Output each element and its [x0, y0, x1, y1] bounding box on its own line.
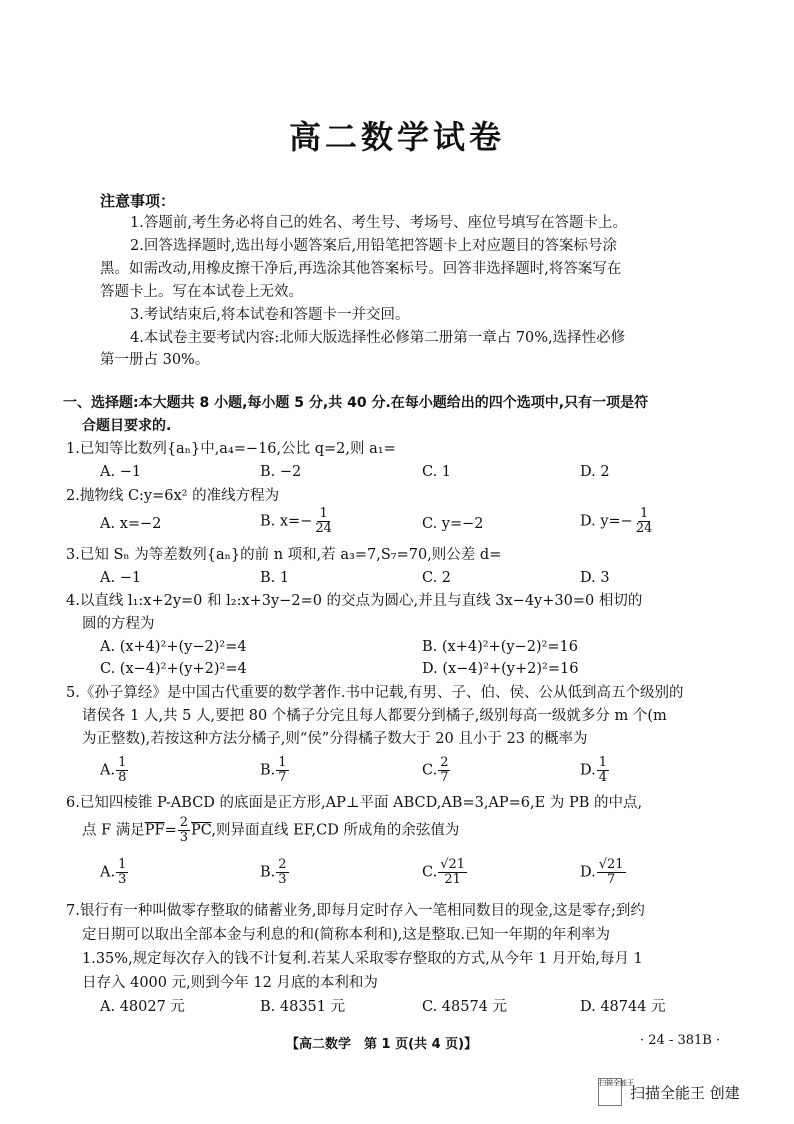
fraction: $\frac{1}{24}$: [635, 506, 653, 536]
fraction: $\frac{√21}{21}$: [440, 857, 466, 887]
option-b: B. x=− $\frac{1}{24}$: [260, 506, 332, 536]
question-stem: 4.以直线 l₁:x+2y=0 和 l₂:x+3y−2=0 的交点为圆心,并且与直线 3x−4y+30=0 相切的: [66, 593, 643, 609]
notice-line: 4.本试卷主要考试内容:北师大版选择性必修第二册第一章占 70%,选择性必修: [130, 330, 626, 346]
fraction: $\frac{1}{24}$: [315, 506, 332, 536]
option-b: B. $\frac{1}{7}$: [260, 755, 287, 785]
option-b: B. −2: [260, 464, 302, 480]
section-heading: 一、选择题:本大题共 8 小题,每小题 5 分,共 40 分.在每小题给出的四个选项中,只有一项是符: [63, 395, 649, 411]
page-code: · 24 - 381B ·: [640, 1033, 721, 1048]
notice-line: 3.考试结束后,将本试卷和答题卡一并交回。: [130, 307, 410, 323]
option-c: C. 2: [422, 570, 452, 586]
option-a: A. (x+4)²+(y−2)²=4: [100, 639, 247, 655]
notice-line: 黑。如需改动,用橡皮擦干净后,再选涂其他答案标号。回答非选择题时,将答案写在: [100, 261, 622, 277]
scanner-logo: 扫描全能王: [598, 1078, 622, 1106]
option-b: B. $\frac{2}{3}$: [260, 857, 287, 887]
option-a: A. x=−2: [100, 516, 162, 532]
option-c: C. 1: [422, 464, 452, 480]
page-title: 高二数学试卷: [288, 118, 505, 156]
option-d: D. $\frac{1}{4}$: [580, 755, 607, 785]
option-a: A. $\frac{1}{3}$: [100, 857, 127, 887]
option-a: A. $\frac{1}{8}$: [100, 755, 127, 785]
question-stem: 定日期可以取出全部本金与利息的和(简称本利和),这是整取.已知一年期的年利率为: [82, 927, 611, 943]
option-a: A. 48027 元: [100, 999, 185, 1015]
option-d: D. y=− $\frac{1}{24}$: [580, 506, 653, 536]
option-d: D. 3: [580, 570, 610, 586]
question-stem: 诸侯各 1 人,共 5 人,要把 80 个橘子分完且每人都要分到橘子,级别每高一级就多分 m 个(m: [82, 708, 667, 724]
option-c: C. (x−4)²+(y+2)²=4: [100, 661, 247, 677]
fraction: $\frac{2}{3}$: [179, 815, 189, 845]
question-stem: 点 F 满足$\overline{PF}=$ $\frac{2}{3}$ $\overline{PC}$,则异面直线 EF,CD 所成角的余弦值为: [82, 815, 460, 845]
page-footer: 【高二数学 第 1 页(共 4 页)】: [286, 1037, 478, 1052]
fraction: $\frac{1}{4}$: [598, 755, 607, 785]
question-stem: 1.已知等比数列{aₙ}中,a₄=−16,公比 q=2,则 a₁=: [66, 441, 396, 457]
option-d: D. $\frac{√21}{7}$: [580, 857, 624, 887]
option-c: C. 48574 元: [422, 999, 508, 1015]
fraction: $\frac{1}{8}$: [118, 755, 127, 785]
question-stem: 5.《孙子算经》是中国古代重要的数学著作.书中记载,有男、子、伯、侯、公从低到高五个级别的: [66, 685, 684, 701]
option-d: D. 2: [580, 464, 610, 480]
option-a: A. −1: [100, 570, 142, 586]
notice-line: 2.回答选择题时,选出每小题答案后,用铅笔把答题卡上对应题目的答案标号涂: [130, 238, 618, 254]
option-b: B. (x+4)²+(y−2)²=16: [422, 639, 578, 655]
question-stem: 6.已知四棱锥 P-ABCD 的底面是正方形,AP⊥平面 ABCD,AB=3,AP=6,E 为 PB 的中点,: [66, 795, 643, 811]
fraction: $\frac{2}{3}$: [278, 857, 287, 887]
question-stem: 为正整数),若按这种方法分橘子,则“侯”分得橘子数大于 20 且小于 23 的概率为: [82, 731, 588, 747]
section-heading: 合题目要求的.: [82, 418, 172, 434]
question-stem: 7.银行有一种叫做零存整取的储蓄业务,即每月定时存入一笔相同数目的现金,这是零存;到约: [66, 903, 645, 919]
option-a: A. −1: [100, 464, 142, 480]
question-stem: 日存入 4000 元,则到今年 12 月底的本利和为: [82, 975, 378, 991]
question-stem: 3.已知 Sₙ 为等差数列{aₙ}的前 n 项和,若 a₃=7,S₇=70,则公差 d=: [66, 547, 502, 563]
notice-line: 答题卡上。写在本试卷上无效。: [100, 284, 303, 300]
vector-pf: $\overline{PF}$: [144, 822, 165, 839]
option-c: C. $\frac{2}{7}$: [422, 755, 449, 785]
notice-line: 第一册占 30%。: [100, 352, 210, 368]
option-c: C. $\frac{√21}{21}$: [422, 857, 466, 887]
vector-pc: $\overline{PC}$: [191, 822, 212, 839]
fraction: $\frac{√21}{7}$: [598, 857, 624, 887]
fraction: $\frac{2}{7}$: [440, 755, 449, 785]
option-d: D. 48744 元: [580, 999, 666, 1015]
option-d: D. (x−4)²+(y+2)²=16: [422, 661, 579, 677]
question-stem: 圆的方程为: [82, 616, 155, 632]
option-b: B. 1: [260, 570, 290, 586]
fraction: $\frac{1}{3}$: [118, 857, 127, 887]
scanner-watermark: 扫描全能王 创建: [630, 1084, 740, 1102]
question-stem: 2.抛物线 C:y=6x² 的准线方程为: [66, 488, 280, 504]
notice-line: 1.答题前,考生务必将自己的姓名、考生号、考场号、座位号填写在答题卡上。: [130, 215, 627, 231]
notice-heading: 注意事项：: [100, 192, 176, 210]
option-c: C. y=−2: [422, 516, 484, 532]
question-stem: 1.35%,规定每次存入的钱不计复利.若某人采取零存整取的方式,从今年 1 月开始,每月 1: [82, 951, 643, 967]
option-b: B. 48351 元: [260, 999, 346, 1015]
fraction: $\frac{1}{7}$: [278, 755, 287, 785]
